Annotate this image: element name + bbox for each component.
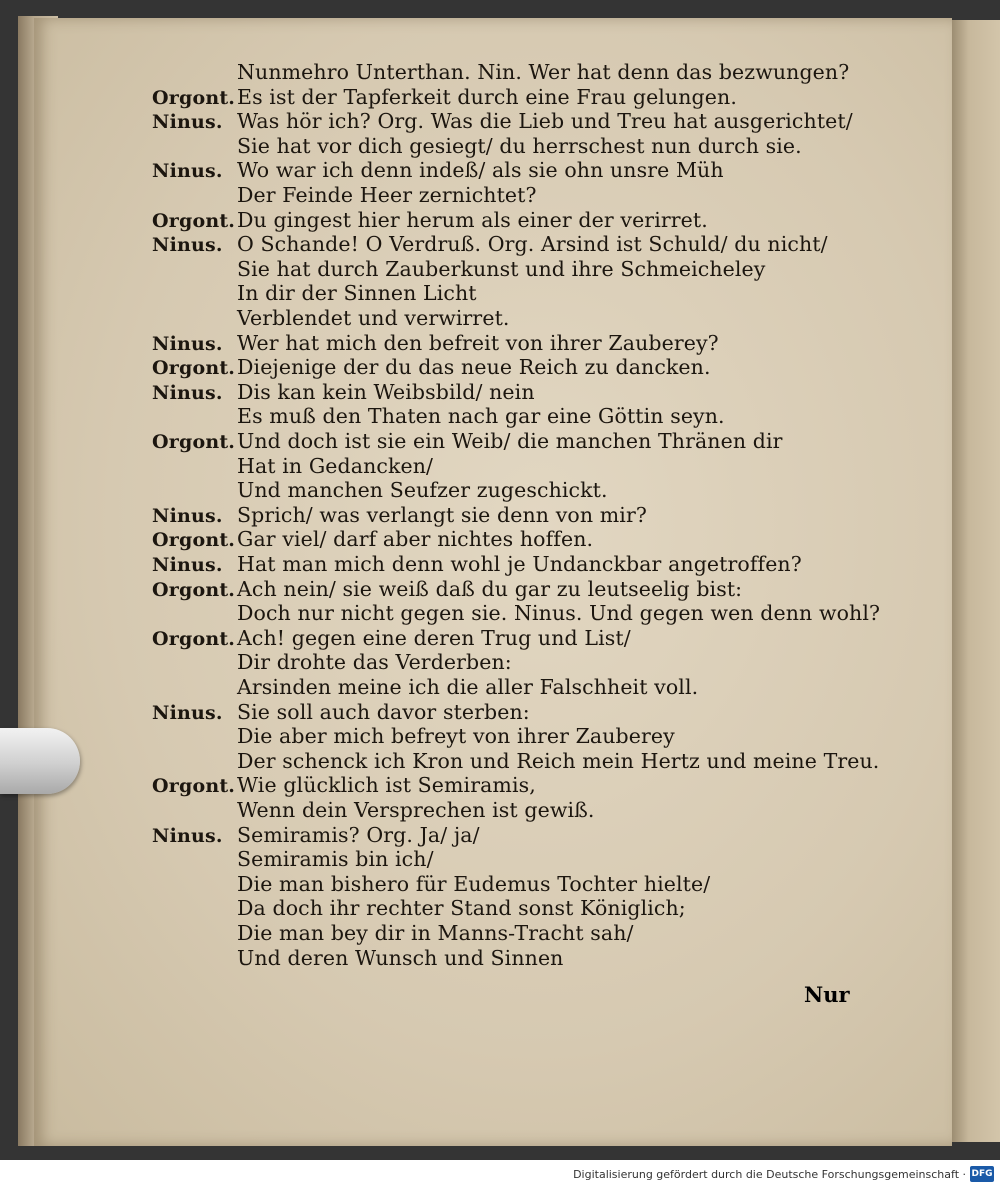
dialogue-text: In dir der Sinnen Licht	[237, 281, 477, 306]
dialogue-text: Verblendet und verwirret.	[237, 306, 510, 330]
speaker-label: Orgont.	[152, 578, 236, 601]
speaker-label: Orgont.	[152, 86, 236, 109]
dialogue-text: Arsinden meine ich die aller Falschheit voll.	[237, 675, 699, 699]
dialogue-text: Hat in Gedancken/	[237, 453, 434, 478]
speaker-label: Ninus.	[152, 160, 223, 183]
text-line	[0, 577, 1000, 603]
text-line	[0, 429, 1000, 455]
text-line	[0, 380, 1000, 406]
dialogue-text: Die aber mich befreyt von ihrer Zauberey	[237, 724, 675, 749]
dfg-logo: DFG	[970, 1166, 994, 1182]
dialogue-text: Ach! gegen eine deren Trug und List/	[237, 625, 631, 650]
dialogue-text: Nunmehro Unterthan. Nin. Wer hat denn das bezwungen?	[237, 60, 850, 84]
text-line	[0, 281, 1000, 307]
text-line	[0, 257, 1000, 283]
dialogue-text: Semiramis? Org. Ja/ ja/	[237, 822, 480, 847]
speaker-label: Ninus.	[152, 234, 223, 257]
dialogue-text: Der schenck ich Kron und Reich mein Hertz und meine Treu.	[237, 748, 880, 773]
dialogue-text: Du gingest hier herum als einer der verirret.	[237, 207, 708, 232]
dialogue-text: Gar viel/ darf aber nichtes hoffen.	[237, 527, 594, 552]
dialogue-text: Doch nur nicht gegen sie. Ninus. Und gegen wen denn wohl?	[237, 601, 881, 626]
text-line	[0, 872, 1000, 898]
dialogue-text: Wo war ich denn indeß/ als sie ohn unsre Müh	[237, 158, 724, 183]
dialogue-text: Hat man mich denn wohl je Undanckbar angetroffen?	[237, 552, 802, 576]
text-line	[0, 675, 1000, 701]
dialogue-text: Die man bishero für Eudemus Tochter hielte/	[237, 871, 711, 896]
footer-bar	[0, 1160, 1000, 1190]
speaker-label: Ninus.	[152, 824, 223, 847]
text-line	[0, 158, 1000, 184]
speaker-label: Ninus.	[152, 504, 223, 527]
speaker-label: Orgont.	[152, 775, 236, 798]
text-line	[0, 85, 1000, 111]
dialogue-text: Dis kan kein Weibsbild/ nein	[237, 379, 535, 404]
text-line	[0, 404, 1000, 430]
dialogue-text: Was hör ich? Org. Was die Lieb und Treu hat ausgerichtet/	[237, 109, 853, 134]
speaker-label: Orgont.	[152, 357, 236, 380]
text-line	[0, 306, 1000, 332]
dialogue-text: Ach nein/ sie weiß daß du gar zu leutseelig bist:	[237, 576, 743, 601]
text-line	[0, 478, 1000, 504]
speaker-label: Ninus.	[152, 111, 223, 134]
dialogue-text: Die man bey dir in Manns-Tracht sah/	[237, 921, 634, 945]
text-line	[0, 232, 1000, 258]
dialogue-text: Und deren Wunsch und Sinnen	[237, 945, 564, 970]
dialogue-text: Wer hat mich den befreit von ihrer Zauberey?	[237, 330, 719, 355]
dialogue-text: Sie hat vor dich gesiegt/ du herrschest nun durch sie.	[237, 133, 802, 158]
text-line	[0, 650, 1000, 676]
text-line	[0, 552, 1000, 578]
text-line	[0, 109, 1000, 135]
text-line	[0, 626, 1000, 652]
dialogue-text: Diejenige der du das neue Reich zu dancken.	[237, 355, 711, 380]
text-line	[0, 847, 1000, 873]
text-line	[0, 773, 1000, 799]
text-line	[0, 60, 1000, 86]
dialogue-text: Es muß den Thaten nach gar eine Göttin seyn.	[237, 404, 725, 429]
dialogue-text: Und doch ist sie ein Weib/ die manchen Thränen dir	[237, 429, 783, 453]
dialogue-text: Dir drohte das Verderben:	[237, 650, 512, 675]
speaker-label: Orgont.	[152, 627, 236, 650]
text-line	[0, 896, 1000, 922]
text-line	[0, 134, 1000, 160]
dialogue-text: Wie glücklich ist Semiramis,	[237, 773, 536, 798]
dialogue-text: Wenn dein Versprechen ist gewiß.	[237, 798, 595, 822]
dialogue-text: Semiramis bin ich/	[237, 847, 434, 872]
text-line	[0, 183, 1000, 209]
dialogue-text: Der Feinde Heer zernichtet?	[237, 183, 537, 207]
catchword: Nur	[804, 982, 850, 1007]
dialogue-text: Sprich/ was verlangt sie denn von mir?	[237, 502, 647, 527]
text-line	[0, 208, 1000, 234]
speaker-label: Ninus.	[152, 381, 223, 404]
speaker-label: Orgont.	[152, 431, 236, 453]
text-line	[0, 355, 1000, 381]
text-line	[0, 331, 1000, 357]
text-line	[0, 724, 1000, 750]
speaker-label: Ninus.	[152, 701, 223, 724]
funding-credit: Digitalisierung gefördert durch die Deutsche Forschungsgemeinschaft ·	[573, 1168, 966, 1181]
text-line	[0, 823, 1000, 849]
text-line	[0, 527, 1000, 553]
text-line	[0, 454, 1000, 480]
dialogue-text: O Schande! O Verdruß. Org. Arsind ist Schuld/ du nicht/	[237, 232, 828, 257]
dialogue-text: Es ist der Tapferkeit durch eine Frau gelungen.	[237, 84, 737, 109]
dialogue-text: Und manchen Seufzer zugeschickt.	[237, 478, 608, 503]
dialogue-text: Sie soll auch davor sterben:	[237, 699, 530, 724]
text-line	[0, 798, 1000, 824]
text-line	[0, 749, 1000, 775]
text-line	[0, 503, 1000, 529]
text-line	[0, 921, 1000, 947]
speaker-label: Ninus.	[152, 554, 223, 576]
speaker-label: Orgont.	[152, 209, 236, 232]
speaker-label: Ninus.	[152, 332, 223, 355]
text-line	[0, 946, 1000, 972]
dialogue-text: Sie hat durch Zauberkunst und ihre Schmeicheley	[237, 256, 766, 281]
speaker-label: Orgont.	[152, 529, 236, 552]
dialogue-text: Da doch ihr rechter Stand sonst Königlich;	[237, 896, 686, 921]
text-line	[0, 700, 1000, 726]
text-line	[0, 601, 1000, 627]
